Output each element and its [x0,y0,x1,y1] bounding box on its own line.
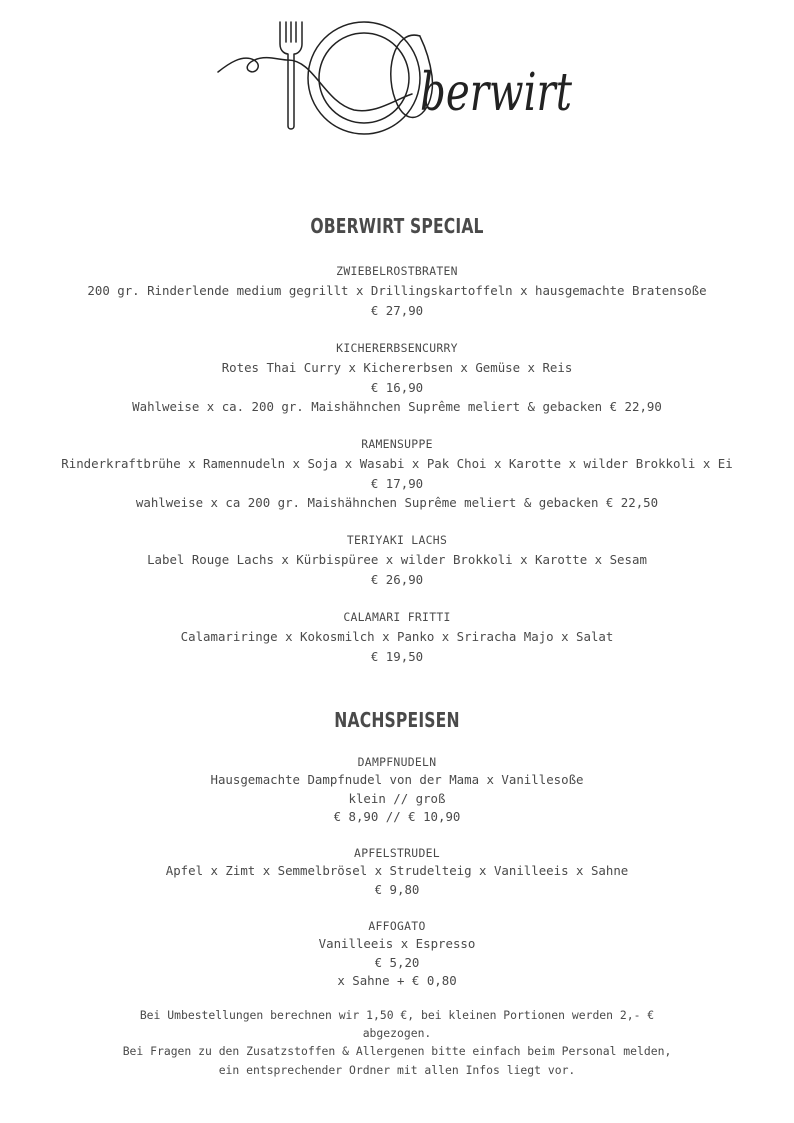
item-description: Hausgemachte Dampfnudel von der Mama x Vanillesoße [210,772,584,788]
oberwirt-logo [214,14,584,138]
item-price: € 16,90 [370,379,424,395]
menu-item-apfelstrudel [0,844,794,899]
item-option: Wahlweise x ca. 200 gr. Maishähnchen Suprême meliert & gebacken € 22,90 [132,399,662,415]
item-description: Rinderkraftbrühe x Ramennudeln x Soja x Wasabi x Pak Choi x Karotte x wilder Brokkoli x Ei [61,456,733,472]
item-description: 200 gr. Rinderlende medium gegrillt x Drillingskartoffeln x hausgemachte Bratensoße [87,283,707,299]
item-price: € 27,90 [370,302,424,318]
item-description: Rotes Thai Curry x Kichererbsen x Gemüse x Reis [221,360,573,376]
menu-item-calamari-fritti [0,608,794,666]
item-name: DAMPFNUDELN [357,755,437,769]
footer-note [120,1006,674,1079]
item-name: APFELSTRUDEL [354,846,440,860]
item-price: € 5,20 [374,954,420,970]
menu-item-zwiebelrostbraten [0,262,794,320]
item-option: x Sahne + € 0,80 [337,972,457,988]
item-name: AFFOGATO [368,919,426,933]
menu-item-ramensuppe [0,435,794,513]
item-description: Label Rouge Lachs x Kürbispüree x wilder Brokkoli x Karotte x Sesam [147,552,647,568]
item-description: Calamariringe x Kokosmilch x Panko x Sriracha Majo x Salat [180,629,614,645]
item-price: € 19,50 [370,648,424,664]
footer-line-allergens: Bei Fragen zu den Zusatzstoffen & Allergenen bitte einfach beim Personal melden, ein entsprechender Ordner mit allen Infos liegt vor. [122,1044,672,1077]
section-title-nachspeisen: NACHSPEISEN [334,708,460,732]
item-name: ZWIEBELROSTBRATEN [336,264,458,278]
item-name: TERIYAKI LACHS [346,533,448,547]
item-name: KICHERERBSENCURRY [336,341,458,355]
menu-item-kichererbsencurry [0,339,794,417]
menu-item-teriyaki-lachs [0,531,794,589]
item-description: Vanilleeis x Espresso [318,936,476,952]
menu-item-affogato [0,917,794,990]
item-price: € 8,90 // € 10,90 [333,808,461,824]
item-option: wahlweise x ca 200 gr. Maishähnchen Suprême meliert & gebacken € 22,50 [135,495,659,511]
item-price: € 17,90 [370,475,424,491]
menu-item-dampfnudeln [0,753,794,826]
item-description: Apfel x Zimt x Semmelbrösel x Strudelteig x Vanilleeis x Sahne [165,863,629,879]
section-title-oberwirt-special: OBERWIRT SPECIAL [310,214,484,238]
item-name: CALAMARI FRITTI [343,610,451,624]
item-price: € 9,80 [374,881,420,897]
item-size: klein // groß [348,790,446,806]
footer-line-reorder: Bei Umbestellungen berechnen wir 1,50 €, bei kleinen Portionen werden 2,- € abgezogen. [139,1008,655,1041]
item-name: RAMENSUPPE [361,437,433,451]
logo-text: berwirt [420,63,573,123]
item-price: € 26,90 [370,571,424,587]
